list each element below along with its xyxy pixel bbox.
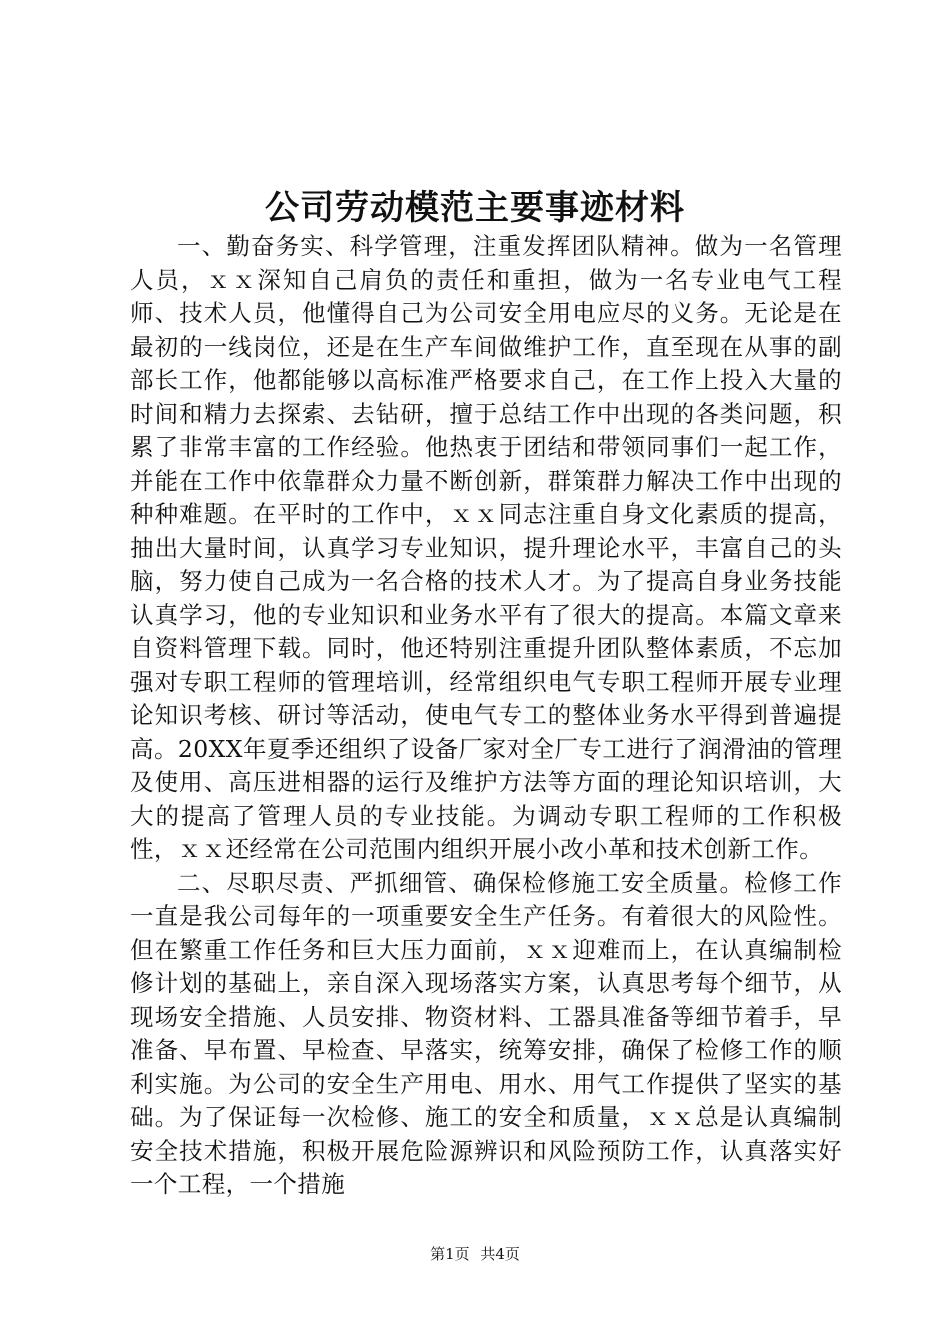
page-total: 共4页 [480,1245,520,1263]
page-footer [0,1244,950,1264]
paragraph-2: 二、尽职尽责、严抓细管、确保检修施工安全质量。检修工作一直是我公司每年的一项重要安全生产任务。有着很大的风险性。但在繁重工作任务和巨大压力面前，ｘｘ迎难而上，在认真编制检修计划的基础上，亲自深入现场落实方案，认真思考每个细节，从现场安全措施、人员安排、物资材料、工器具准备等细节着手，早准备、早布置、早检查、早落实，统筹安排，确保了检修工作的顺利实施。为公司的安全生产用电、用水、用气工作提供了坚实的基础。为了保证每一次检修、施工的安全和质量，ｘｘ总是认真编制安全技术措施，积极开展危险源辨识和风险预防工作，认真落实好一个工程，一个措施 [130,868,842,1198]
document-title: 公司劳动模范主要事迹材料 [265,188,685,228]
paragraph-1: 一、勤奋务实、科学管理，注重发挥团队精神。做为一名管理人员，ｘｘ深知自己肩负的责任和重担，做为一名专业电气工程师、技术人员，他懂得自己为公司安全用电应尽的义务。无论是在最初的一线岗位，还是在生产车间做维护工作，直至现在从事的副部长工作，他都能够以高标准严格要求自己，在工作上投入大量的时间和精力去探索、去钻研，擅于总结工作中出现的各类问题，积累了非常丰富的工作经验。他热衷于团结和带领同事们一起工作，并能在工作中依靠群众力量不断创新，群策群力解决工作中出现的种种难题。在平时的工作中，ｘｘ同志注重自身文化素质的提高，抽出大量时间，认真学习专业知识，提升理论水平，丰富自己的头脑，努力使自己成为一名合格的技术人才。为了提高自身业务技能认真学习，他的专业知识和业务水平有了很大的提高。本篇文章来自资料管理下载。同时，他还特别注重提升团队整体素质，不忘加强对专职工程师的管理培训，经常组织电气专职工程师开展专业理论知识考核、研讨等活动，使电气专工的整体业务水平得到普遍提高。20XX年夏季还组织了设备厂家对全厂专工进行了润滑油的管理及使用、高压进相器的运行及维护方法等方面的理论知识培训，大大的提高了管理人员的专业技能。为调动专职工程师的工作积极性，ｘｘ还经常在公司范围内组织开展小改小革和技术创新工作。 [130,232,842,863]
page-number: 第1页 [430,1245,470,1263]
document-body [130,230,842,1202]
